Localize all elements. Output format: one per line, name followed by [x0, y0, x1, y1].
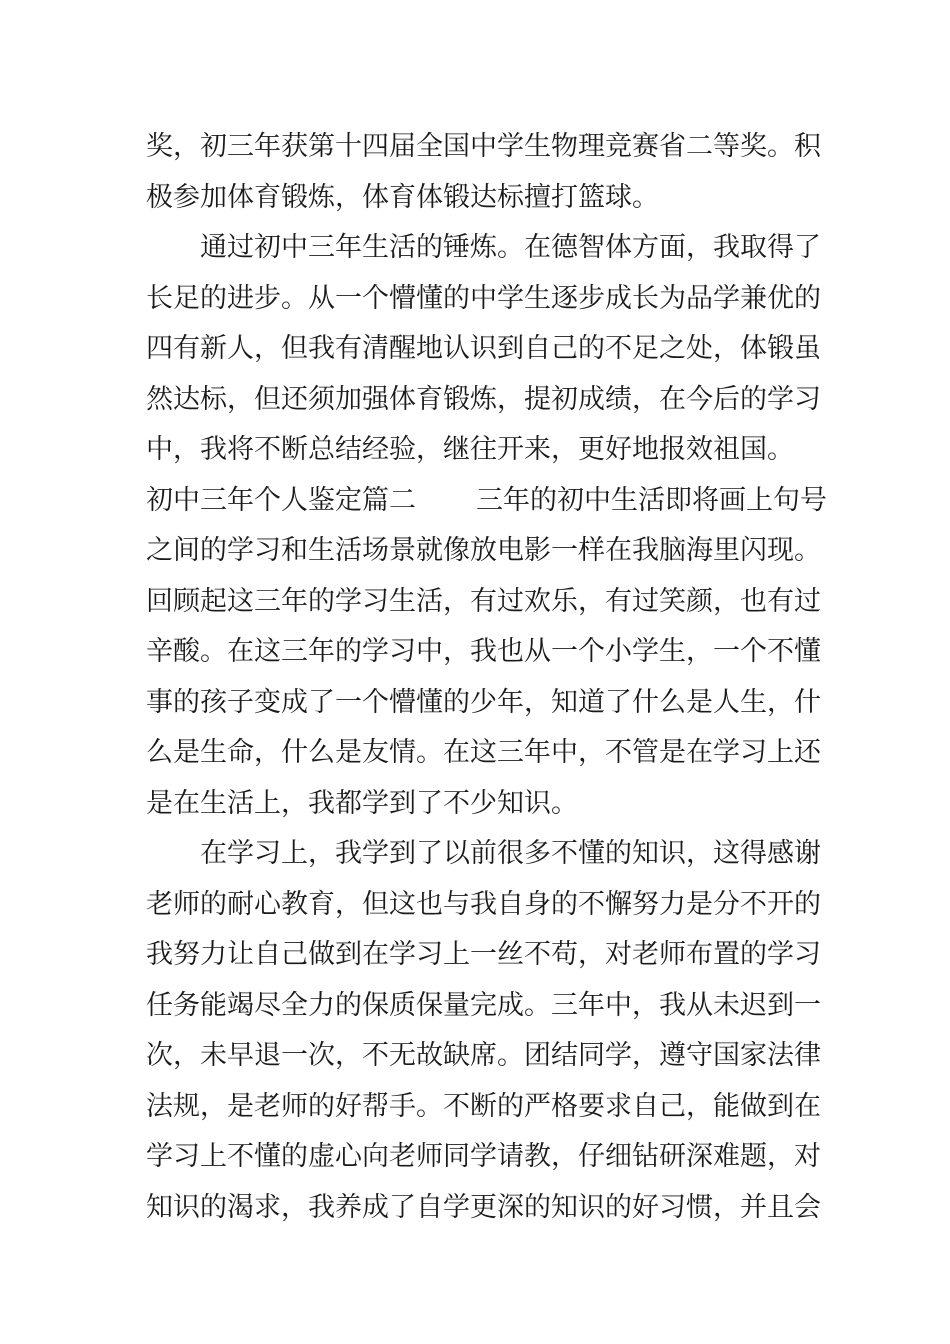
text-line: 长足的进步。从一个懵懂的中学生逐步成长为品学兼优的 [146, 282, 821, 314]
text-line: 知识的渴求，我养成了自学更深的知识的好习惯，并且会 [146, 1191, 821, 1223]
text-line: 学习上不懂的虚心向老师同学请教，仔细钻研深难题，对 [146, 1141, 821, 1172]
text-line: 任务能竭尽全力的保质保量完成。三年中，我从未迟到一 [146, 989, 821, 1021]
document-body [146, 122, 827, 1233]
text-line: 事的孩子变成了一个懵懂的少年，知道了什么是人生，什 [146, 686, 821, 718]
text-line: 法规，是老师的好帮手。不断的严格要求自己，能做到在 [146, 1090, 821, 1122]
paragraph-2 [146, 223, 821, 476]
section-first-line: 三年的初中生活即将画上句号 [476, 484, 827, 516]
text-line: 老师的耐心教育，但这也与我自身的不懈努力是分不开的 [146, 888, 821, 920]
text-line: 我努力让自己做到在学习上一丝不苟，对老师布置的学习 [146, 939, 821, 970]
text-line: 回顾起这三年的学习生活，有过欢乐，有过笑颜，也有过 [146, 585, 821, 617]
text-line [146, 476, 827, 527]
paragraph-3 [146, 476, 827, 830]
text-line: 四有新人，但我有清醒地认识到自己的不足之处，体锻虽 [146, 333, 821, 364]
text-line: 极参加体育锻炼，体育体锻达标擅打篮球。 [146, 181, 659, 213]
paragraph-1 [146, 122, 821, 223]
text-line: 次，未早退一次，不无故缺席。团结同学，遵守国家法律 [146, 1040, 821, 1071]
text-line: 么是生命，什么是友情。在这三年中，不管是在学习上还 [146, 737, 821, 768]
paragraph-4 [146, 829, 821, 1233]
section-heading: 初中三年个人鉴定篇二 [146, 484, 416, 516]
text-line: 中，我将不断总结经验，继往开来，更好地报效祖国。 [146, 434, 794, 465]
text-line: 是在生活上，我都学到了不少知识。 [146, 787, 578, 819]
text-line: 通过初中三年生活的锤炼。在德智体方面，我取得了 [200, 232, 821, 263]
text-line: 然达标，但还须加强体育锻炼，提初成绩，在今后的学习 [146, 383, 821, 415]
text-line: 奖，初三年获第十四届全国中学生物理竞赛省二等奖。积 [146, 131, 821, 162]
text-line: 辛酸。在这三年的学习中，我也从一个小学生，一个不懂 [146, 636, 821, 667]
text-line: 之间的学习和生活场景就像放电影一样在我脑海里闪现。 [146, 535, 821, 566]
text-line: 在学习上，我学到了以前很多不懂的知识，这得感谢 [200, 838, 821, 869]
